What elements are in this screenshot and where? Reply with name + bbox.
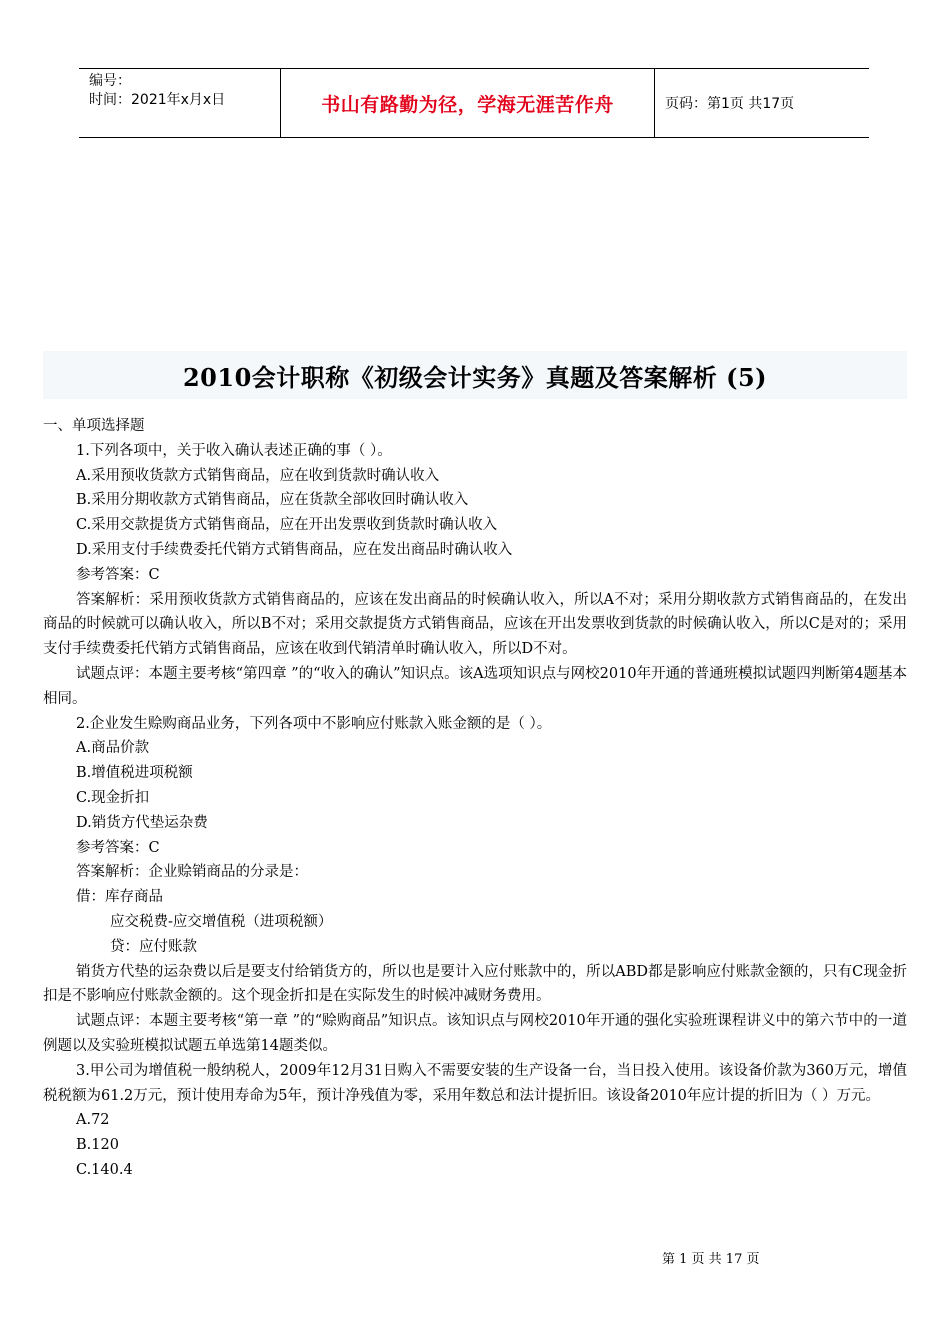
q1-stem: 1.下列各项中，关于收入确认表述正确的事（ ）。 <box>76 442 392 459</box>
q2-analysis: 答案解析：企业赊销商品的分录是： <box>76 864 308 881</box>
q3-option-b: B.120 <box>76 1137 119 1154</box>
q1-comment: 试题点评：本题主要考核“第四章 ”的“收入的确认”知识点。该A选项知识点与网校2010年开通的普通班模拟试题四判断第4题基本相同。 <box>43 665 907 707</box>
q1-option-d: D.采用支付手续费委托代销方式销售商品，应在发出商品时确认收入 <box>76 541 513 558</box>
serial-label: 编号： <box>89 73 131 89</box>
q2-entry-credit: 贷：应付账款 <box>110 938 197 955</box>
q1-option-a: A.采用预收货款方式销售商品，应在收到货款时确认收入 <box>76 467 440 484</box>
q2-option-a: A.商品价款 <box>76 740 150 757</box>
section-heading: 一、单项选择题 <box>43 418 145 434</box>
q2-option-c: C.现金折扣 <box>76 789 150 806</box>
q1-analysis: 答案解析：采用预收货款方式销售商品的，应该在发出商品的时候确认收入，所以A不对；采用分期收款方式销售商品的，在发出商品的时候就可以确认收入，所以B不对；采用交款提货方式销售商品，应该在开出发票收到货款的时候确认收入，所以C是对的；采用支付手续费委托代销方式销售商品，应该在收到代销清单时确认收入，所以D不对。 <box>43 591 907 658</box>
q2-option-d: D.销货方代垫运杂费 <box>76 814 208 831</box>
time-label: 时间：2021年x月x日 <box>89 92 226 108</box>
q3-stem: 3.甲公司为增值税一般纳税人，2009年12月31日购入不需要安装的生产设备一台，当日投入使用。该设备价款为360万元，增值税税额为61.2万元，预计使用寿命为5年，预计净残值为零，采用年数总和法计提折旧。该设备2010年应计提的折旧为（ ）万元。 <box>43 1062 907 1104</box>
q3-option-c: C.140.4 <box>76 1161 133 1178</box>
page-footer: 第 1 页 共 17 页 <box>662 1252 760 1267</box>
q2-entry-debit-2: 应交税费-应交增值税（进项税额） <box>110 913 333 930</box>
q2-answer: 参考答案：C <box>76 839 160 856</box>
q1-option-b: B.采用分期收款方式销售商品，应在货款全部收回时确认收入 <box>76 492 469 509</box>
document-title: 2010会计职称《初级会计实务》真题及答案解析 (5) <box>182 362 768 392</box>
q3-option-a: A.72 <box>76 1112 110 1129</box>
title-band <box>43 351 907 399</box>
q1-option-c: C.采用交款提货方式销售商品，应在开出发票收到货款时确认收入 <box>76 517 498 534</box>
document-body <box>43 414 907 1183</box>
header-table <box>79 68 869 138</box>
q2-stem: 2.企业发生赊购商品业务，下列各项中不影响应付账款入账金额的是（ ）。 <box>76 715 552 732</box>
q2-option-b: B.增值税进项税额 <box>76 765 193 782</box>
header-motto: 书山有路勤为径，学海无涯苦作舟 <box>281 69 655 137</box>
q2-entry-debit: 借：库存商品 <box>76 889 163 906</box>
q2-explain: 销货方代垫的运杂费以后是要支付给销货方的，所以也是要计入应付账款中的，所以ABD都是影响应付账款金额的，只有C现金折扣是不影响应付账款金额的。这个现金折扣是在实际发生的时候冲减财务费用。 <box>43 963 907 1005</box>
header-meta <box>79 69 281 137</box>
q1-answer: 参考答案：C <box>76 566 160 583</box>
header-pagecode: 页码：第1页 共17页 <box>665 96 795 112</box>
q2-comment: 试题点评：本题主要考核“第一章 ”的“赊购商品”知识点。该知识点与网校2010年开通的强化实验班课程讲义中的第六节中的一道例题以及实验班模拟试题五单选第14题类似。 <box>43 1013 907 1054</box>
